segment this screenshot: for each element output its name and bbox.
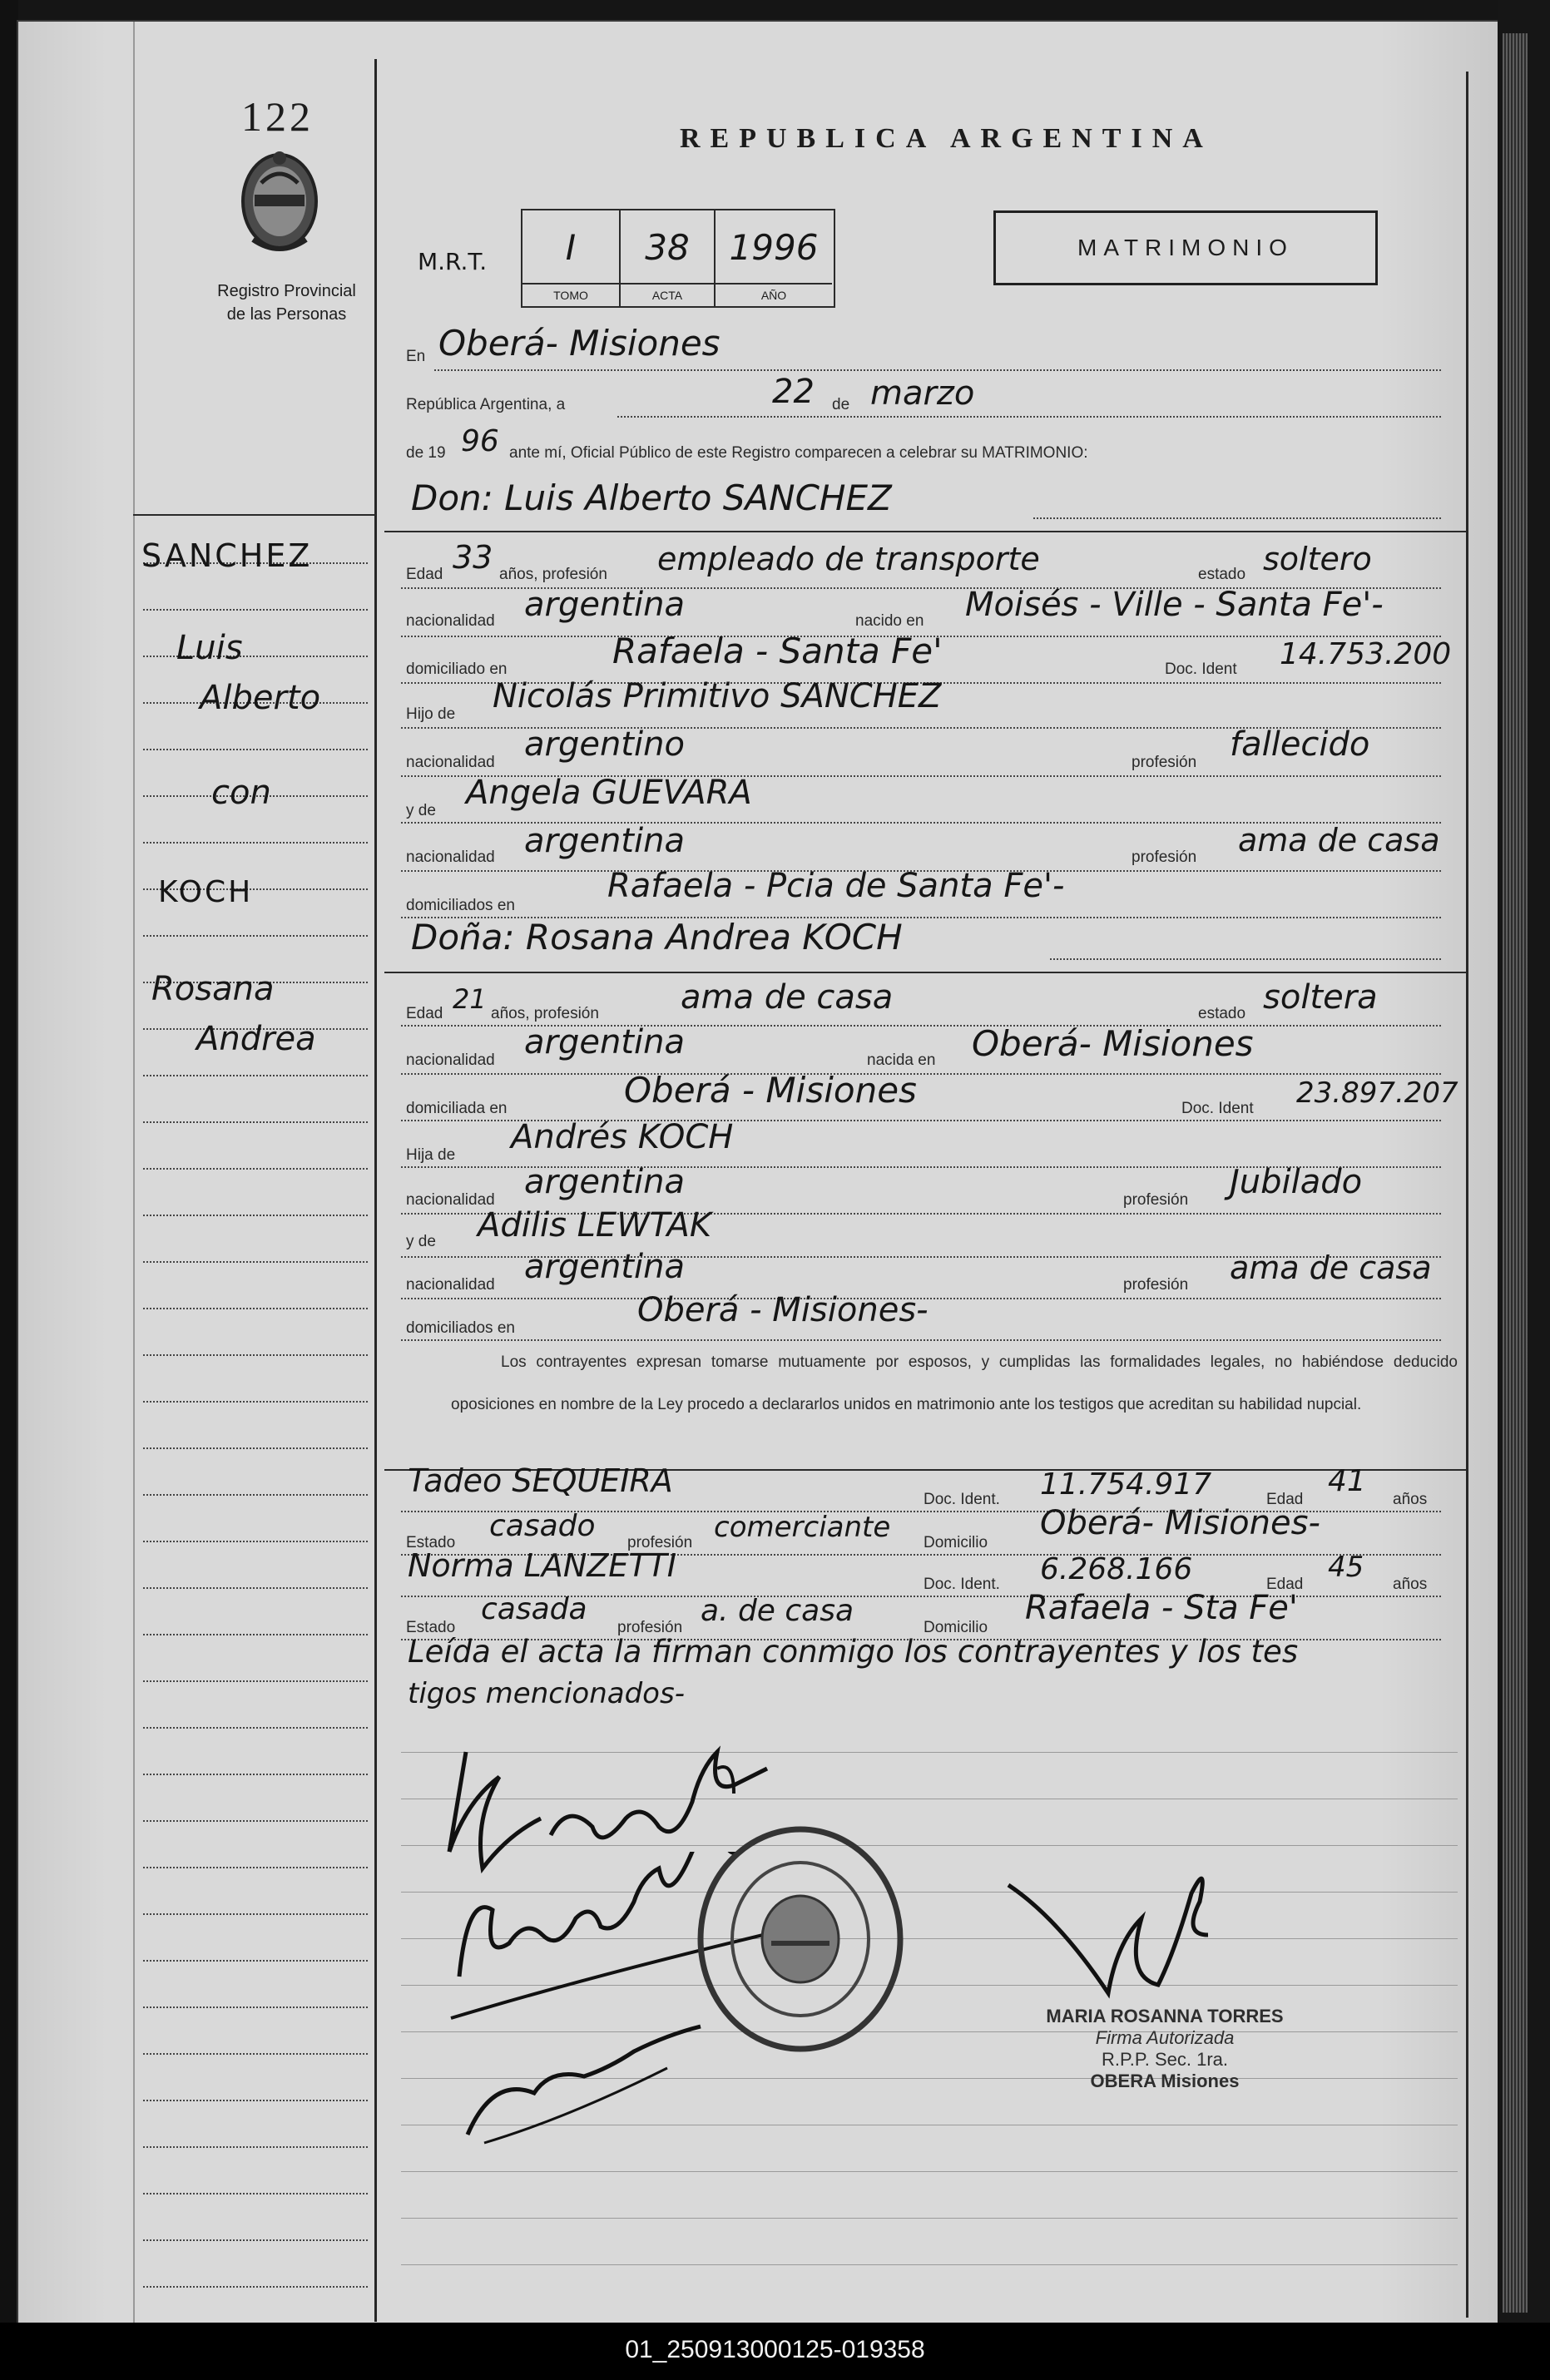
tomo-value: I [565, 227, 577, 268]
margin-rule-line [143, 935, 368, 937]
margin-top-rule [133, 514, 376, 516]
groom-madre-prof: ama de casa [1238, 822, 1440, 858]
margin-rule-line [143, 2006, 368, 2008]
closing-line-2: tigos mencionados- [408, 1677, 685, 1710]
margin-surname-bride: KOCH [158, 875, 254, 909]
witness1-prof-label: profesión [627, 1534, 693, 1551]
bride-line-2 [401, 1073, 1441, 1075]
witness1-estado-label: Estado [406, 1534, 456, 1551]
month-value: marzo [870, 374, 975, 413]
year-value: 96 [461, 424, 499, 458]
ano-value: 1996 [729, 227, 819, 268]
groom-edad-label: Edad [406, 566, 443, 583]
witness1-dom-label: Domicilio [924, 1534, 988, 1551]
witness2-doc-label: Doc. Ident. [924, 1576, 1000, 1593]
bride-estado-label: estado [1198, 1005, 1246, 1022]
margin-rule-line [143, 1960, 368, 1962]
book-spine [0, 0, 18, 2380]
witness1-name: Tadeo SEQUEIRA [408, 1462, 673, 1499]
groom-hijo-label: Hijo de [406, 705, 456, 723]
scan-caption: 01_250913000125-019358 [625, 2336, 925, 2363]
witness2-edad: 45 [1328, 1551, 1364, 1584]
witness1-edad: 41 [1328, 1464, 1366, 1498]
signature-official-icon [1000, 1852, 1283, 2018]
bride-hija-label: Hija de [406, 1146, 456, 1164]
signature-rule-line [401, 2264, 1458, 2265]
witness1-domicilio: Oberá- Misiones- [1040, 1504, 1320, 1542]
margin-rule-line [143, 1121, 368, 1123]
groom-estado-label: estado [1198, 566, 1246, 583]
bride-nacida-label: nacida en [867, 1051, 936, 1069]
margin-rule-line [143, 1354, 368, 1356]
margin-rule-line [143, 1261, 368, 1263]
bride-nacionalidad: argentina [524, 1023, 685, 1061]
margin-rule-line [143, 2053, 368, 2055]
bride-madre-nac-label: nacionalidad [406, 1276, 495, 1294]
bride-domicilio: Oberá - Misiones [624, 1070, 917, 1111]
groom-nacido: Moisés - Ville - Santa Fe'- [965, 586, 1384, 624]
margin-rule-line [143, 842, 368, 844]
official-place: OBERA Misiones [1090, 2071, 1240, 2091]
bride-padres-dom-label: domiciliados en [406, 1319, 515, 1337]
bride-doc: 23.897.207 [1296, 1076, 1458, 1110]
bride-nac-label: nacionalidad [406, 1051, 495, 1069]
acta-caption: ACTA [621, 283, 714, 306]
bride-dom-label: domiciliada en [406, 1100, 508, 1117]
groom-nac-label: nacionalidad [406, 612, 495, 630]
bride-madre: Adilis LEWTAK [478, 1206, 712, 1244]
margin-rule-line [143, 1494, 368, 1496]
margin-name-groom-2: Alberto [200, 679, 321, 717]
margin-rule-line [143, 1680, 368, 1682]
margin-rule-left [133, 22, 135, 2323]
bride-heading: Doña: Rosana Andrea KOCH [411, 917, 903, 957]
act-type-label: MATRIMONIO [1077, 235, 1294, 260]
groom-doc: 14.753.200 [1280, 637, 1452, 671]
margin-rule-line [143, 2193, 368, 2194]
bride-edad: 21 [453, 983, 487, 1015]
official-title: Firma Autorizada [1095, 2027, 1235, 2048]
margin-rule-line [143, 749, 368, 750]
de-label: de [832, 396, 850, 413]
bride-padre: Andrés KOCH [511, 1118, 734, 1156]
margin-name-groom-1: Luis [176, 629, 243, 667]
mrt-box [521, 209, 835, 308]
republica-label: República Argentina, a [406, 396, 566, 413]
groom-padre: Nicolás Primitivo SANCHEZ [493, 677, 942, 715]
en-label: En [406, 348, 426, 365]
groom-padre-nac: argentino [524, 725, 685, 764]
declaration-text: Los contrayentes expresan tomarse mutuamente por esposos, y cumplidas las formalidades legales, no habiéndose deducido oposiciones en nombre de la Ley procedo a declararlos unidos en matrimonio ante los testigos que acreditan su habilidad nupcial. [451, 1353, 1458, 1413]
groom-yde-label: y de [406, 802, 436, 819]
witness1-estado: casado [489, 1509, 596, 1543]
margin-rule-line [143, 1634, 368, 1635]
acta-cell [621, 210, 716, 306]
groom-domicilio: Rafaela - Santa Fe' [612, 631, 943, 671]
groom-heading-line [1033, 517, 1441, 519]
groom-nacionalidad: argentina [524, 586, 685, 624]
bride-anos-prof-label: años, profesión [491, 1005, 599, 1022]
groom-anos-prof-label: años, profesión [499, 566, 607, 583]
margin-rule [374, 59, 377, 2322]
date-line [617, 416, 1441, 418]
year-prefix: de 19 [406, 444, 446, 462]
bride-padre-prof: Jubilado [1230, 1163, 1363, 1201]
acta-value: 38 [645, 227, 690, 268]
groom-madre: Angela GUEVARA [466, 774, 752, 812]
margin-rule-line [143, 1308, 368, 1309]
bride-padres-dom: Oberá - Misiones- [637, 1291, 929, 1329]
witness1-doc: 11.754.917 [1040, 1467, 1212, 1502]
right-rule [1466, 72, 1468, 2318]
groom-madre-nac: argentina [524, 822, 685, 860]
bride-madre-prof: ama de casa [1230, 1249, 1432, 1286]
groom-madre-prof-label: profesión [1132, 849, 1197, 866]
groom-dom-label: domiciliado en [406, 661, 508, 678]
margin-rule-line [143, 1447, 368, 1449]
margin-rule-line [143, 1541, 368, 1542]
margin-rule-line [143, 1587, 368, 1589]
groom-estado: soltero [1263, 541, 1372, 577]
witness2-domicilio: Rafaela - Sta Fe' [1025, 1589, 1298, 1627]
margin-rule-line [143, 1215, 368, 1216]
witness2-edad-label: Edad [1266, 1576, 1304, 1593]
witness1-anos-label: años [1393, 1491, 1428, 1508]
official-stamp [1007, 2006, 1323, 2092]
tomo-cell [522, 210, 621, 306]
registry-line-2: de las Personas [226, 305, 347, 324]
bride-profesion: ama de casa [681, 978, 894, 1017]
groom-doc-label: Doc. Ident [1165, 661, 1237, 678]
bride-yde-label: y de [406, 1233, 436, 1250]
groom-profesion: empleado de transporte [657, 541, 1040, 577]
bride-nacida: Oberá- Misiones [972, 1023, 1254, 1064]
provincial-crest-icon [231, 146, 328, 255]
margin-name-bride-2: Andrea [196, 1020, 316, 1058]
margin-con: con [211, 774, 271, 812]
groom-nacido-label: nacido en [855, 612, 924, 630]
margin-rule-line [143, 1913, 368, 1915]
witness2-estado: casada [481, 1592, 587, 1626]
margin-surname-groom: SANCHEZ [141, 537, 313, 574]
act-type-box [993, 210, 1378, 285]
margin-rule-line [143, 1867, 368, 1868]
margin-rule-line [143, 1774, 368, 1775]
registry-seal-icon [684, 1818, 917, 2060]
bride-estado: soltera [1263, 978, 1378, 1017]
witness1-profesion: comerciante [714, 1511, 891, 1544]
groom-padre-prof: fallecido [1230, 725, 1370, 764]
witness2-name: Norma LANZETTI [408, 1547, 676, 1584]
groom-edad: 33 [453, 539, 493, 576]
margin-rule-line [143, 1401, 368, 1403]
margin-rule-line [143, 2100, 368, 2101]
bride-madre-prof-label: profesión [1123, 1276, 1189, 1294]
closing-line-1: Leída el acta la firman conmigo los contrayentes y los tes [408, 1634, 1299, 1670]
groom-padre-nac-label: nacionalidad [406, 754, 495, 771]
country-title: REPUBLICA ARGENTINA [680, 123, 1213, 154]
day-value: 22 [772, 373, 815, 411]
scan-border-top [0, 0, 1550, 22]
witness2-prof-label: profesión [617, 1619, 683, 1636]
margin-rule-line [143, 2239, 368, 2241]
groom-padres-dom: Rafaela - Pcia de Santa Fe'- [607, 867, 1065, 905]
margin-rule-line [143, 609, 368, 611]
ano-cell [716, 210, 832, 306]
margin-rule-line [143, 1820, 368, 1822]
groom-heading: Don: Luis Alberto SANCHEZ [411, 477, 892, 518]
book-edge [1498, 0, 1550, 2380]
bride-padre-nac-label: nacionalidad [406, 1191, 495, 1209]
witness1-edad-label: Edad [1266, 1491, 1304, 1508]
oficial-text: ante mí, Oficial Público de este Registro comparecen a celebrar su MATRIMONIO: [509, 444, 1088, 462]
registry-line-1: Registro Provincial [217, 282, 356, 300]
bride-madre-nac: argentina [524, 1248, 685, 1286]
groom-top-rule [384, 531, 1466, 532]
groom-padre-prof-label: profesión [1132, 754, 1197, 771]
witness1-doc-label: Doc. Ident. [924, 1491, 1000, 1508]
signature-rule-line [401, 2218, 1458, 2219]
bride-padre-nac: argentina [524, 1163, 685, 1201]
witness2-doc: 6.268.166 [1040, 1552, 1193, 1586]
bride-edad-label: Edad [406, 1005, 443, 1022]
margin-rule-line [143, 1727, 368, 1729]
official-name: MARIA ROSANNA TORRES [1046, 2006, 1284, 2026]
margin-rule-line [143, 1168, 368, 1170]
groom-padres-dom-label: domiciliados en [406, 897, 515, 914]
margin-rule-line [143, 2286, 368, 2288]
place-value: Oberá- Misiones [438, 323, 721, 364]
tomo-caption: TOMO [522, 283, 619, 306]
margin-name-bride-1: Rosana [151, 970, 275, 1008]
witness2-anos-label: años [1393, 1576, 1428, 1593]
margin-rule-line [143, 1075, 368, 1076]
place-line [434, 369, 1441, 371]
ano-caption: AÑO [716, 283, 832, 306]
register-page [18, 22, 1498, 2323]
signature-rule-line [401, 2171, 1458, 2172]
witness2-estado-label: Estado [406, 1619, 456, 1636]
bride-padre-prof-label: profesión [1123, 1191, 1189, 1209]
bride-heading-line [1050, 958, 1441, 960]
bride-top-rule [384, 972, 1466, 973]
witness2-profesion: a. de casa [701, 1594, 854, 1628]
mrt-label: M.R.T. [418, 248, 488, 275]
margin-rule-line [143, 2146, 368, 2148]
groom-madre-nac-label: nacionalidad [406, 849, 495, 866]
folio-number: 122 [241, 93, 314, 140]
official-office: R.P.P. Sec. 1ra. [1101, 2049, 1229, 2070]
bride-doc-label: Doc. Ident [1181, 1100, 1254, 1117]
witness2-dom-label: Domicilio [924, 1619, 988, 1636]
registry-name [181, 280, 393, 326]
